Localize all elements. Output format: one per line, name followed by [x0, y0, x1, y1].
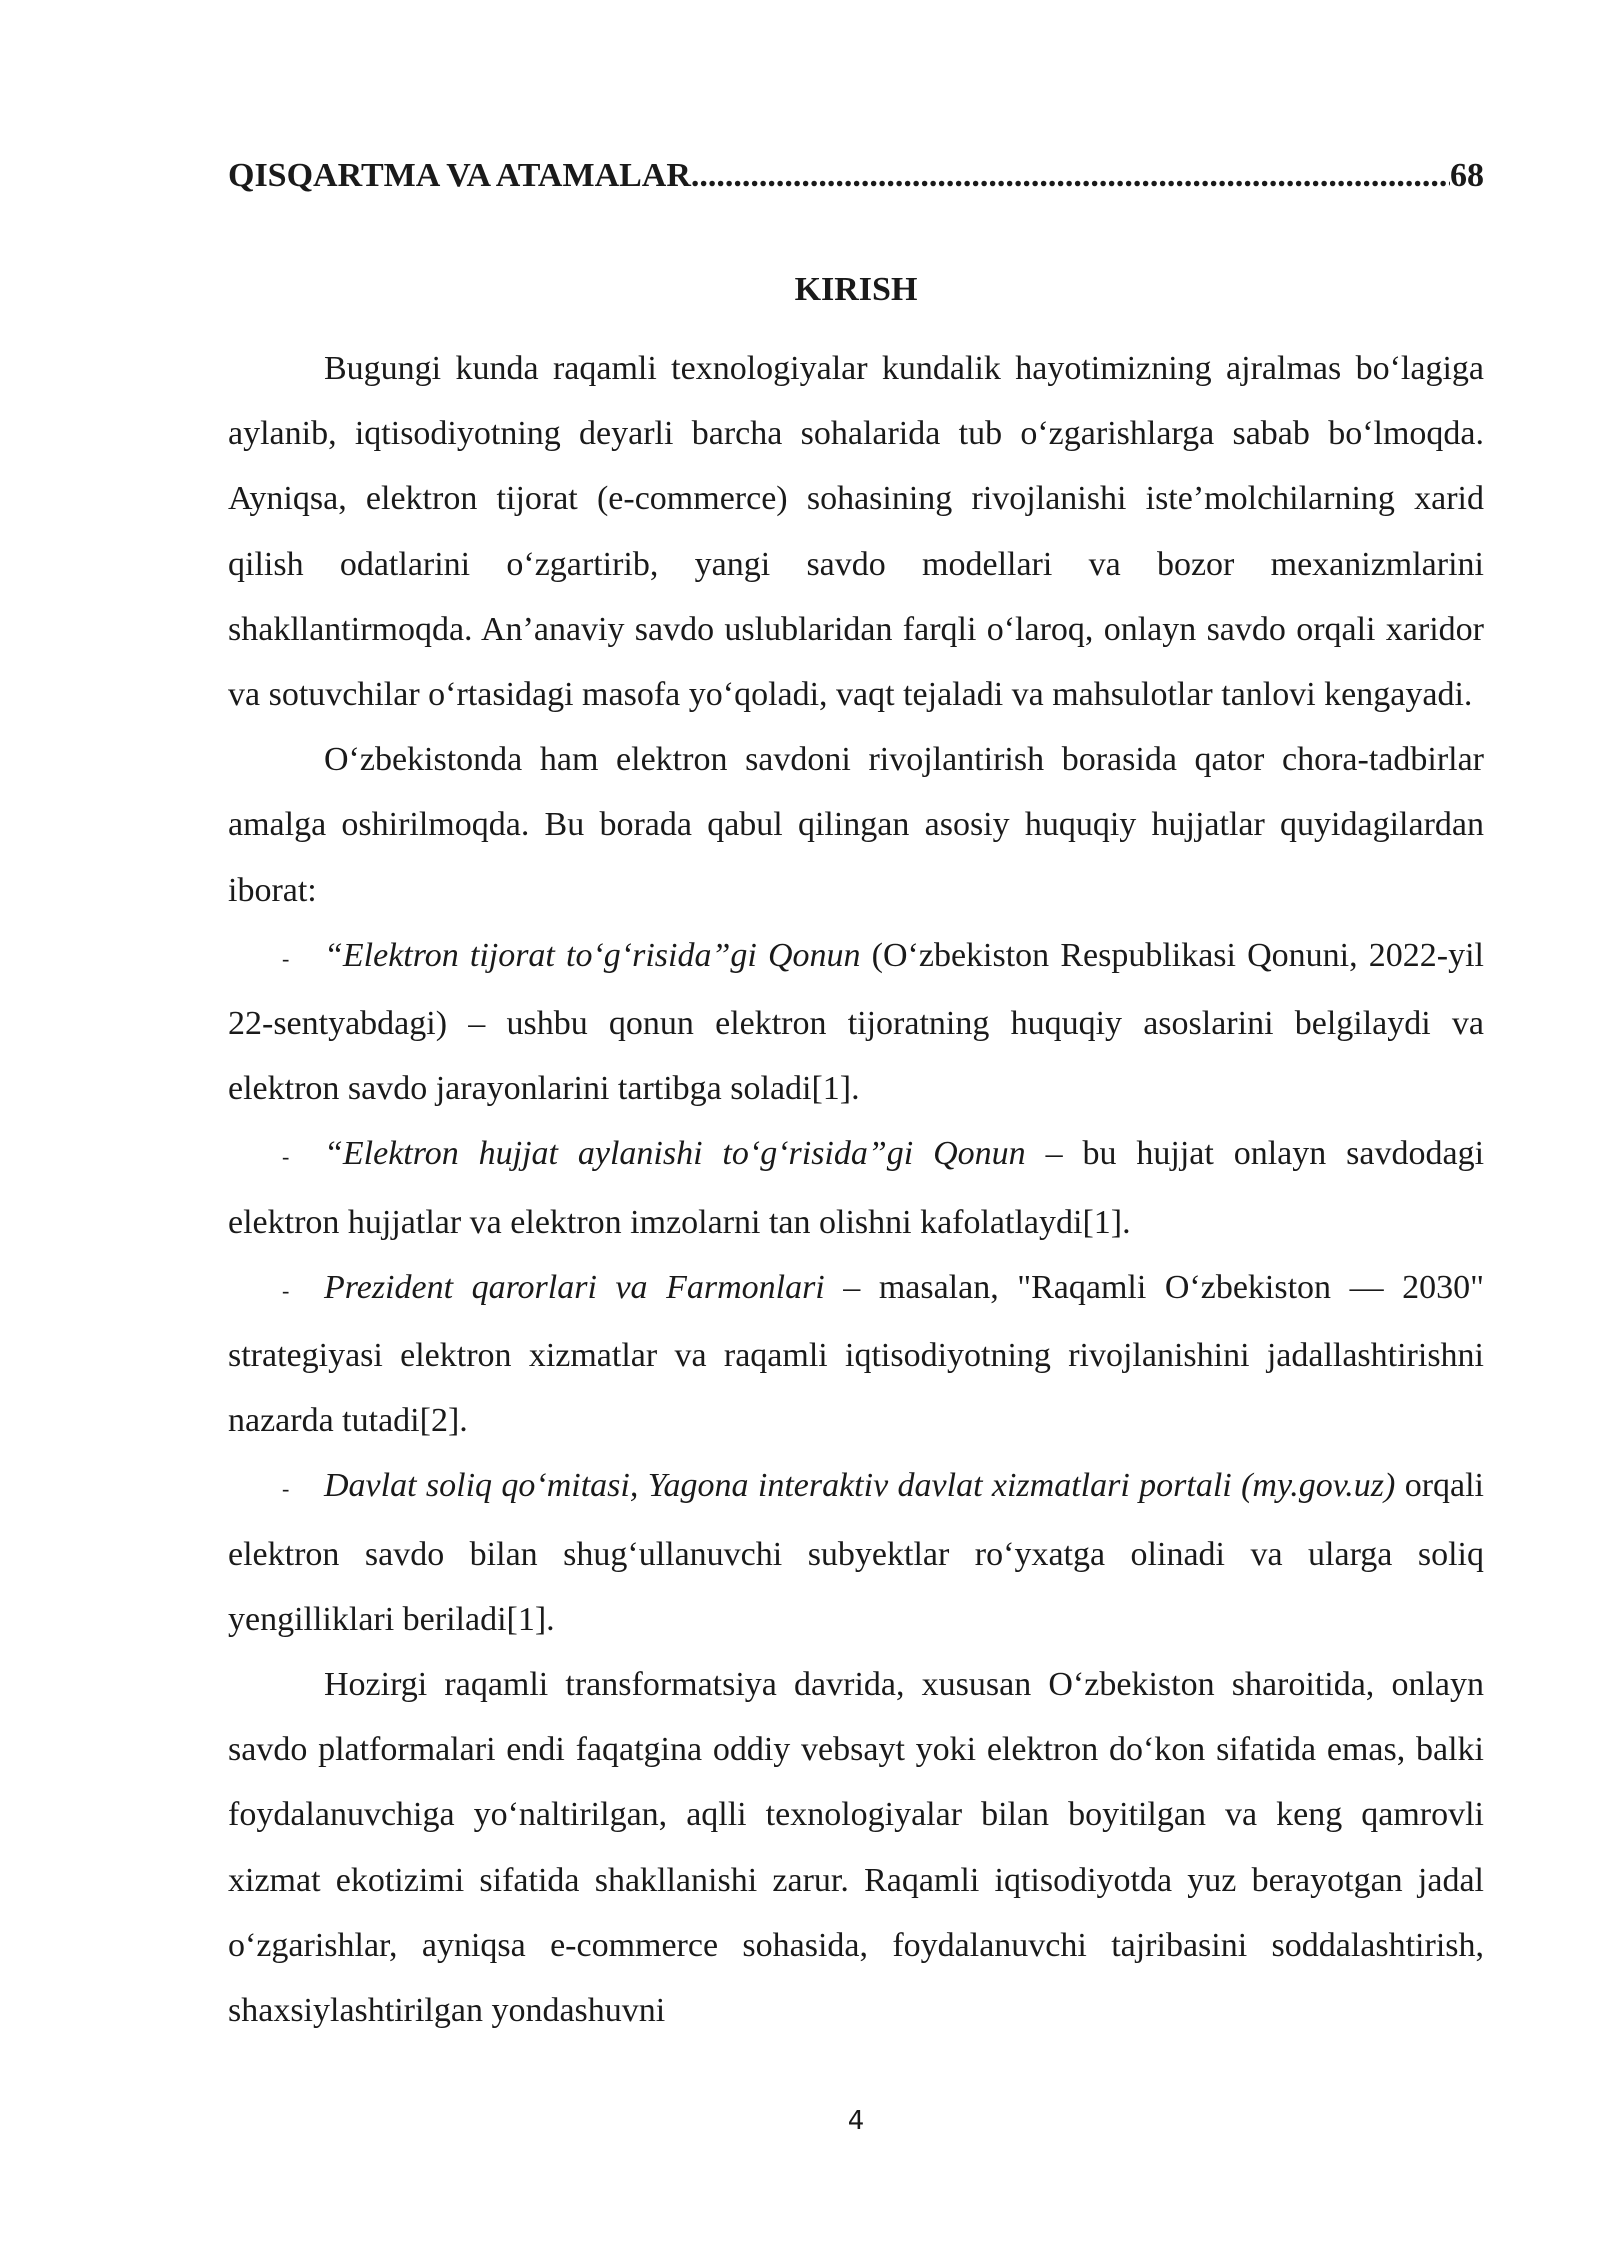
- list-item-title: Prezident qarorlari va Farmonlari: [324, 1268, 825, 1306]
- list-item-title: “Elektron tijorat to‘g‘risida”gi Qonun: [324, 936, 861, 974]
- list-item-text: – masalan, "Raqamli O‘zbekiston — 2030" strategiyasi elektron xizmatlar va raqamli iqtisodiyotning rivojlanishini jadallashtirishni nazarda tutadi[2].: [228, 1268, 1484, 1440]
- paragraph-legal-intro: O‘zbekistonda ham elektron savdoni rivojlantirish borasida qator chora-tadbirlar amalga oshirilmoqda. Bu borada qabul qilingan asosiy huquqiy hujjatlar quyidagilardan iborat:: [228, 741, 1484, 909]
- list-item: [228, 1255, 1484, 1454]
- toc-entry-title: QISQARTMA VA ATAMALAR: [228, 157, 691, 194]
- paragraph-transformation: Hozirgi raqamli transformatsiya davrida, xususan O‘zbekiston sharoitida, onlayn savdo platformalari endi faqatgina oddiy vebsayt yoki elektron do‘kon sifatida emas, balki foydalanuvchiga yo‘naltirilgan, aqlli texnologiyalar bilan boyitilgan va keng qamrovli xizmat ekotizimi sifatida shakllanishi zarur. Raqamli iqtisodiyotda yuz berayotgan jadal o‘zgarishlar, ayniqsa e-commerce sohasida, foydalanuvchi tajribasini soddalashtirish, shaxsiylashtirilgan yondashuvni: [228, 1666, 1484, 2030]
- list-item-text: orqali elektron savdo bilan shug‘ullanuvchi subyektlar ro‘yxatga olinadi va ularga soliq yengilliklari beriladi[1].: [228, 1467, 1485, 1638]
- toc-entry-page: 68: [1450, 157, 1484, 194]
- list-dash: -: [282, 1277, 290, 1303]
- paragraph-intro: Bugungi kunda raqamli texnologiyalar kundalik hayotimizning ajralmas bo‘lagiga aylanib, iqtisodiyotning deyarli barcha sohalarida tub o‘zgarishlarga sabab bo‘lmoqda. Ayniqsa, elektron tijorat (e-commerce) sohasining rivojlanishi iste’molchilarning xarid qilish odatlarini o‘zgartirib, yangi savdo modellari va bozor mexanizmlarini shakllantirmoqda. An’anaviy savdo uslublaridan farqli o‘laroq, onlayn savdo orqali xaridor va sotuvchilar o‘rtasidagi masofa yo‘qoladi, vaqt tejaladi va mahsulotlar tanlovi kengayadi.: [228, 350, 1484, 714]
- page-number: 4: [847, 2106, 865, 2136]
- list-item-text: (O‘zbekiston Respublikasi Qonuni, 2022-yil 22-sentyabdagi) – ushbu qonun elektron tijoratning huquqiy asoslarini belgilaydi va elektron savdo jarayonlarini tartibga soladi[1].: [228, 936, 1484, 1108]
- list-item-text: – bu hujjat onlayn savdodagi elektron hujjatlar va elektron imzolarni tan olishni kafolatlaydi[1].: [228, 1135, 1485, 1241]
- list-item-title: Davlat soliq qo‘mitasi, Yagona interaktiv davlat xizmatlari portali (my.gov.uz): [324, 1467, 1396, 1505]
- toc-entry[interactable]: [228, 152, 1484, 200]
- toc-leader-dots: [691, 152, 1450, 200]
- document-page: [228, 0, 1484, 2262]
- list-item: [228, 1453, 1484, 1652]
- section-heading: KIRISH: [794, 271, 918, 308]
- list-item: [228, 923, 1484, 1122]
- list-item: [228, 1121, 1484, 1254]
- list-dash: -: [282, 1476, 290, 1502]
- list-item-title: “Elektron hujjat aylanishi to‘g‘risida”gi Qonun: [324, 1135, 1026, 1173]
- body-text: [228, 336, 1484, 2043]
- list-dash: -: [282, 945, 290, 971]
- list-dash: -: [282, 1144, 290, 1170]
